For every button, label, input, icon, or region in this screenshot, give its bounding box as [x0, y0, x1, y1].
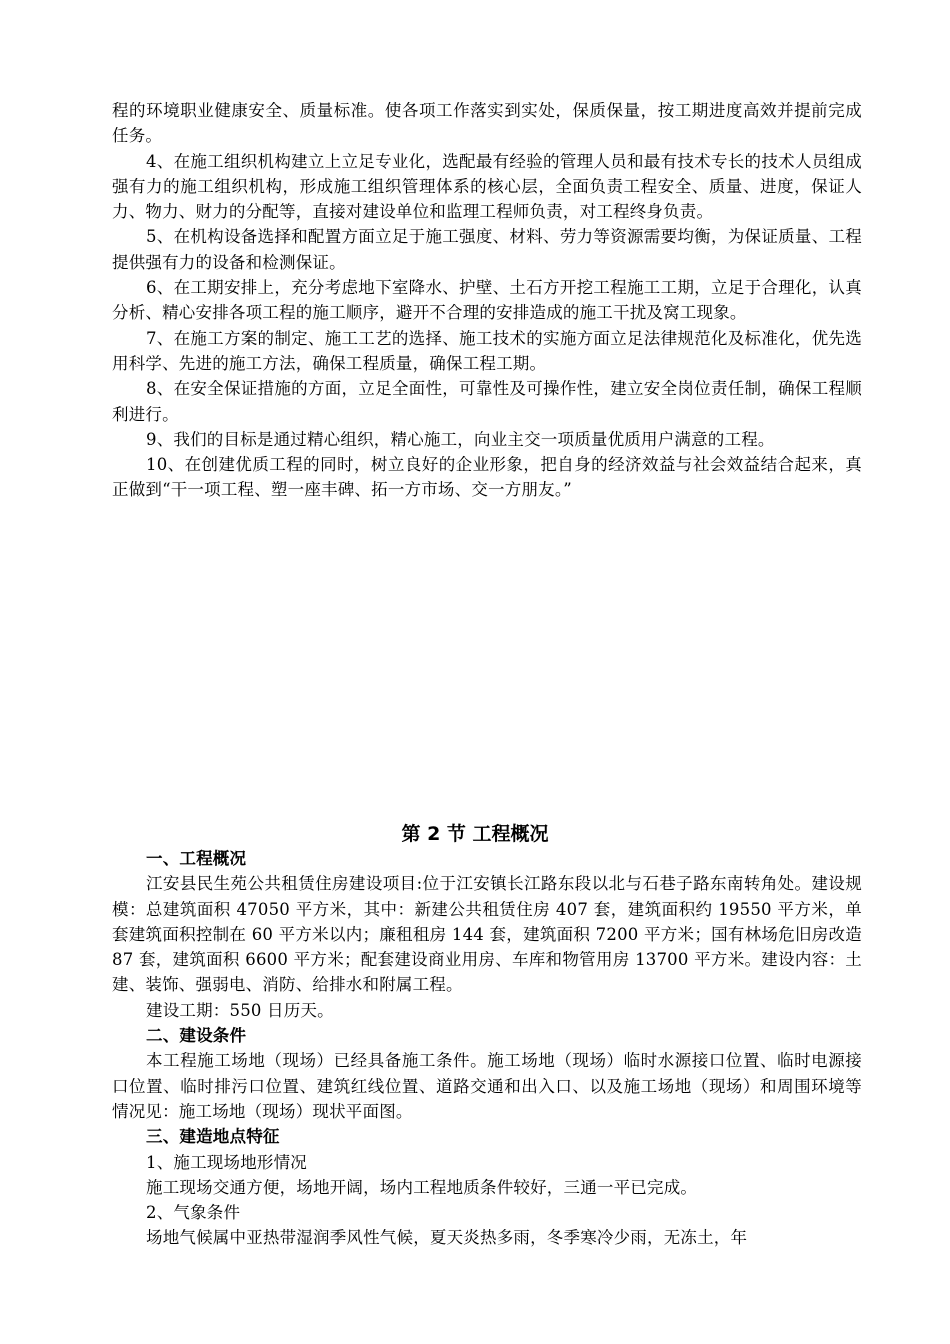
- paragraph-item-4: 4、在施工组织机构建立上立足专业化，选配最有经验的管理人员和最有技术专长的技术人员组成强有力的施工组织机构，形成施工组织管理体系的核心层，全面负责工程安全、质量、进度，保证人力、物力、财力的分配等，直接对建设单位和监理工程师负责，对工程终身负责。: [112, 151, 862, 222]
- paragraph-item-8: 8、在安全保证措施的方面，立足全面性，可靠性及可操作性，建立安全岗位责任制，确保工程顺利进行。: [112, 379, 862, 424]
- heading-project-overview: 一、工程概况: [146, 849, 247, 868]
- heading-site-features: 三、建造地点特征: [146, 1127, 280, 1147]
- paragraph-site-conditions: 本工程施工场地（现场）已经具备施工条件。施工场地（现场）临时水源接口位置、临时电源接口位置、临时排污口位置、建筑红线位置、道路交通和出入口、以及施工场地（现场）和周围环境等情况见：施工场地（现场）现状平面图。: [112, 1051, 862, 1121]
- paragraph-item-10: 10、在创建优质工程的同时，树立良好的企业形象，把自身的经济效益与社会效益结合起来，真正做到“干一项工程、塑一座丰碑、拓一方市场、交一方朋友。”: [112, 455, 862, 500]
- subheading-climate: 2、气象条件: [146, 1203, 241, 1223]
- paragraph-item-9: 9、我们的目标是通过精心组织，精心施工，向业主交一项质量优质用户满意的工程。: [146, 429, 775, 449]
- paragraph-project-description: 江安县民生苑公共租赁住房建设项目:位于江安镇长江路东段以北与石巷子路东南转角处。建设规模：总建筑面积 47050 平方米，其中：新建公共租赁住房 407 套，建筑面积约 19550 平方米，单套建筑面积控制在 60 平方米以内；廉租租房 144 套，建筑面积 7200 平方米；国有林场危旧房改造 87 套，建筑面积 6600 平方米；配套建设商业用房、车库和物管用房 13700 平方米。建设内容：土建、装饰、强弱电、消防、给排水和附属工程。: [112, 874, 862, 995]
- paragraph-item-6: 6、在工期安排上，充分考虑地下室降水、护壁、土石方开挖工程施工工期，立足于合理化，认真分析、精心安排各项工程的施工顺序，避开不合理的安排造成的施工干扰及窝工现象。: [112, 278, 862, 323]
- section-title: 第 2 节 工程概况: [401, 823, 549, 845]
- heading-construction-conditions: 二、建设条件: [146, 1026, 247, 1046]
- project-overview: [112, 846, 862, 1251]
- subheading-terrain: 1、施工现场地形情况: [146, 1152, 307, 1172]
- paragraph-continuation: 程的环境职业健康安全、质量标准。使各项工作落实到实处，保质保量，按工期进度高效并提前完成任务。: [112, 101, 862, 146]
- principles-list: [112, 98, 862, 503]
- paragraph-construction-period: 建设工期：550 日历天。: [146, 1000, 334, 1020]
- paragraph-climate: 场地气候属中亚热带湿润季风性气候，夏天炎热多雨，冬季寒冷少雨，无冻土，年: [146, 1228, 748, 1248]
- paragraph-terrain: 施工现场交通方便，场地开阔，场内工程地质条件较好，三通一平已完成。: [146, 1177, 698, 1197]
- paragraph-item-5: 5、在机构设备选择和配置方面立足于施工强度、材料、劳力等资源需要均衡，为保证质量、工程提供强有力的设备和检测保证。: [112, 227, 862, 272]
- paragraph-item-7: 7、在施工方案的制定、施工工艺的选择、施工技术的实施方面立足法律规范化及标准化，优先选用科学、先进的施工方法，确保工程质量，确保工程工期。: [112, 328, 862, 373]
